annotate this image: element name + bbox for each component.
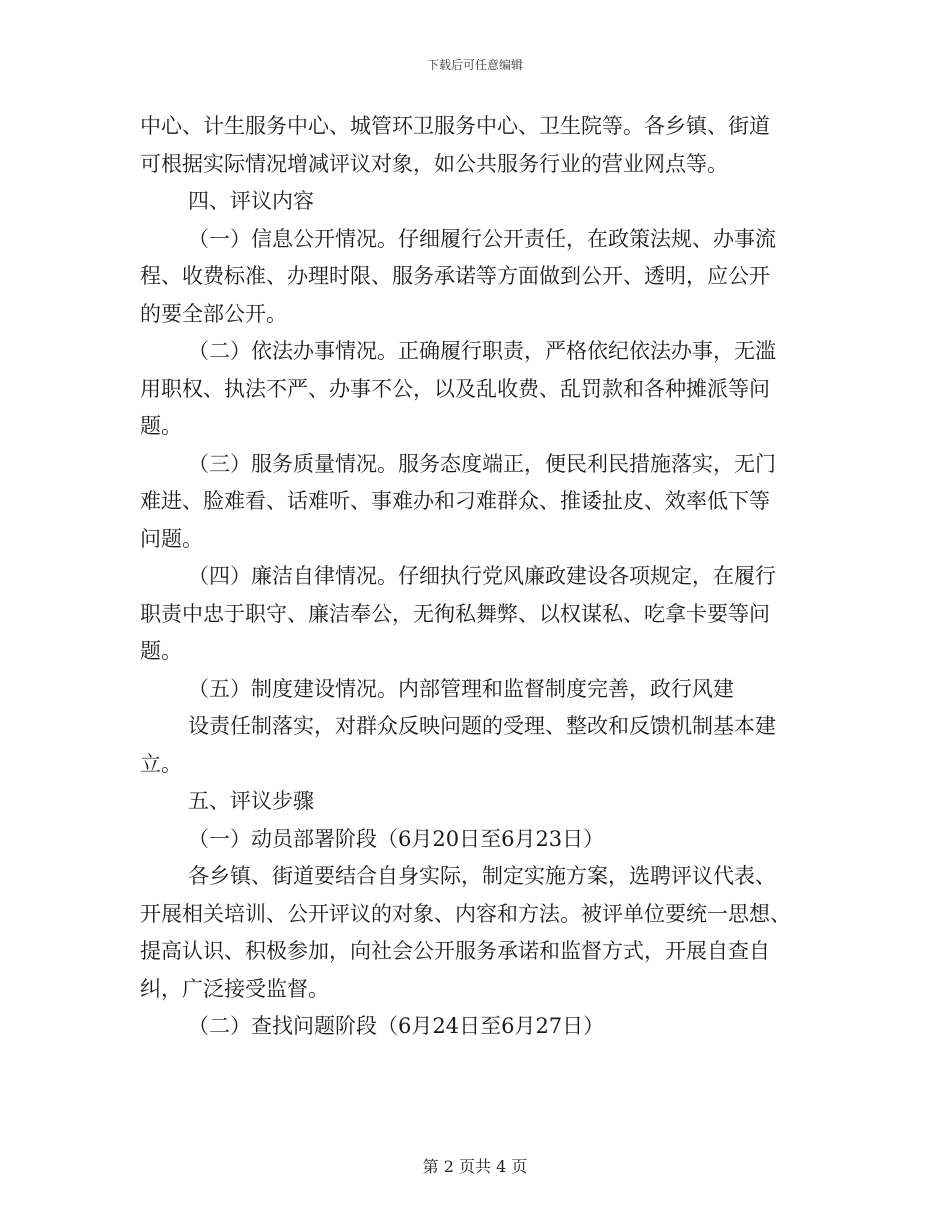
text-line: 纠，广泛接受监督。 — [140, 976, 329, 1001]
text-line: 职责中忠于职守、廉洁奉公，无徇私舞弊、以权谋私、吃拿卡要等问 — [140, 601, 770, 626]
page-header: 下载后可任意编辑 — [426, 58, 523, 72]
text-line: 各乡镇、街道要结合自身实际，制定实施方案，选聘评议代表、 — [188, 864, 776, 888]
text-line: （三）服务质量情况。服务态度端正，便民利民措施落实，无门 — [188, 451, 776, 476]
text-line: 题。 — [140, 414, 182, 438]
text-line: （二）依法办事情况。正确履行职责，严格依纪依法办事，无滥 — [188, 339, 776, 363]
subsection-heading: （一）动员部署阶段（6月20日至6月23日） — [188, 826, 605, 851]
text-line: 提高认识、积极参加，向社会公开服务承诺和监督方式，开展自查自 — [140, 939, 770, 963]
text-line: 用职权、执法不严、办事不公，以及乱收费、乱罚款和各种摊派等问 — [140, 376, 770, 401]
text-line: 可根据实际情况增减评议对象，如公共服务行业的营业网点等。 — [140, 151, 728, 176]
text-line: 设责任制落实，对群众反映问题的受理、整改和反馈机制基本建 — [188, 714, 776, 738]
text-line: （五）制度建设情况。内部管理和监督制度完善，政行风建 — [188, 676, 734, 701]
document-body — [140, 108, 812, 1046]
text-line: 的要全部公开。 — [140, 301, 287, 326]
text-line: 程、收费标准、办理时限、服务承诺等方面做到公开、透明，应公开 — [140, 264, 770, 288]
section-heading: 五、评议步骤 — [188, 789, 314, 813]
text-line: 问题。 — [140, 526, 203, 551]
text-line: 中心、计生服务中心、城管环卫服务中心、卫生院等。各乡镇、街道 — [140, 114, 770, 138]
subsection-heading: （二）查找问题阶段（6月24日至6月27日） — [188, 1014, 605, 1038]
text-line: 题。 — [140, 639, 182, 663]
section-heading: 四、评议内容 — [188, 189, 314, 213]
text-line: （四）廉洁自律情况。仔细执行党风廉政建设各项规定，在履行 — [188, 564, 776, 588]
text-line: （一）信息公开情况。仔细履行公开责任，在政策法规、办事流 — [188, 226, 776, 251]
text-line: 立。 — [140, 751, 182, 776]
page-number: 第 2 页共 4 页 — [422, 1157, 528, 1176]
text-line: 难进、脸难看、话难听、事难办和刁难群众、推诿扯皮、效率低下等 — [140, 489, 770, 513]
text-line: 开展相关培训、公开评议的对象、内容和方法。被评单位要统一思想、 — [140, 901, 791, 926]
